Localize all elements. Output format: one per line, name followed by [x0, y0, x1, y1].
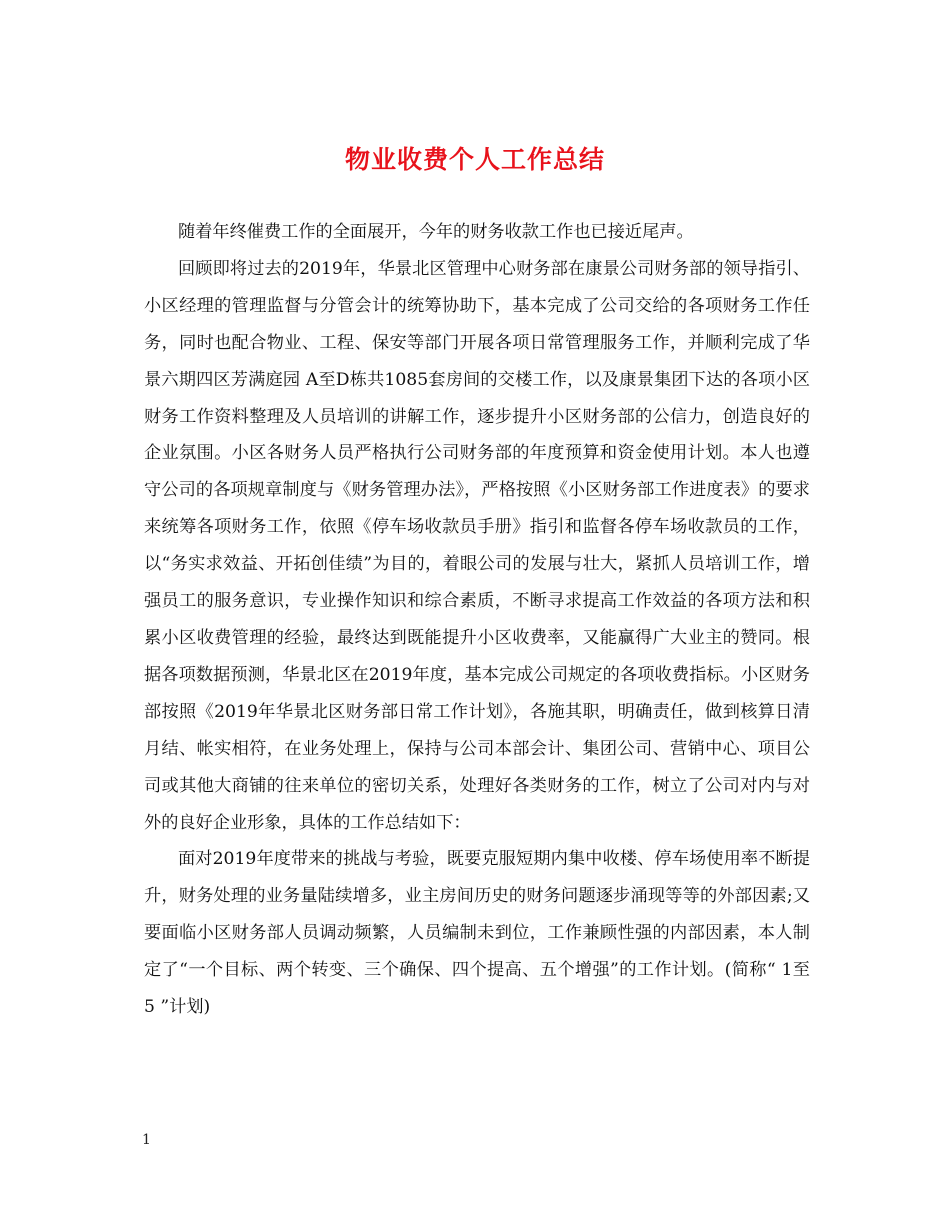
document-title: 物业收费个人工作总结 [344, 145, 605, 174]
page-number: 1 [142, 1132, 151, 1148]
paragraph-review: 回顾即将过去的2019年，华景北区管理中心财务部在康景公司财务部的领导指引、小区经理的管理监督与分管会计的统筹协助下，基本完成了公司交给的各项财务工作任务，同时也配合物业、工程、保安等部门开展各项日常管理服务工作，并顺利完成了华景六期四区芳满庭园 A至D栋共1085套房间的交楼工作，以及康景集团下达的各项小区财务工作资料整理及人员培训的讲解工作，逐步提升小区财务部的公信力，创造良好的企业氛围。小区各财务人员严格执行公司财务部的年度预算和资金使用计划。本人也遵守公司的各项规章制度与《财务管理办法》，严格按照《小区财务部工作进度表》的要求来统筹各项财务工作，依照《停车场收款员手册》指引和监督各停车场收款员的工作，以“务实求效益、开拓创佳绩”为目的，着眼公司的发展与壮大，紧抓人员培训工作，增强员工的服务意识，专业操作知识和综合素质，不断寻求提高工作效益的各项方法和积累小区收费管理的经验，最终达到既能提升小区收费率，又能赢得广大业主的赞同。根据各项数据预测，华景北区在2019年度，基本完成公司规定的各项收费指标。小区财务部按照《2019年华景北区财务部日常工作计划》，各施其职，明确责任，做到核算日清月结、帐实相符，在业务处理上，保持与公司本部会计、集团公司、营销中心、项目公司或其他大商铺的往来单位的密切关系，处理好各类财务的工作，树立了公司对内与对外的良好企业形象，具体的工作总结如下： [144, 258, 810, 833]
paragraph-challenges: 面对2019年度带来的挑战与考验，既要克服短期内集中收楼、停车场使用率不断提升，财务处理的业务量陆续增多，业主房间历史的财务问题逐步涌现等等的外部因素;又要面临小区财务部人员调动频繁，人员编制未到位，工作兼顾性强的内部因素，本人制定了“一个目标、两个转变、三个确保、四个提高、五个增强”的工作计划。(简称“ 1至 5 ”计划) [144, 849, 810, 1018]
paragraph-intro: 随着年终催费工作的全面展开，今年的财务收款工作也已接近尾声。 [178, 222, 694, 242]
document-body [144, 214, 810, 1026]
